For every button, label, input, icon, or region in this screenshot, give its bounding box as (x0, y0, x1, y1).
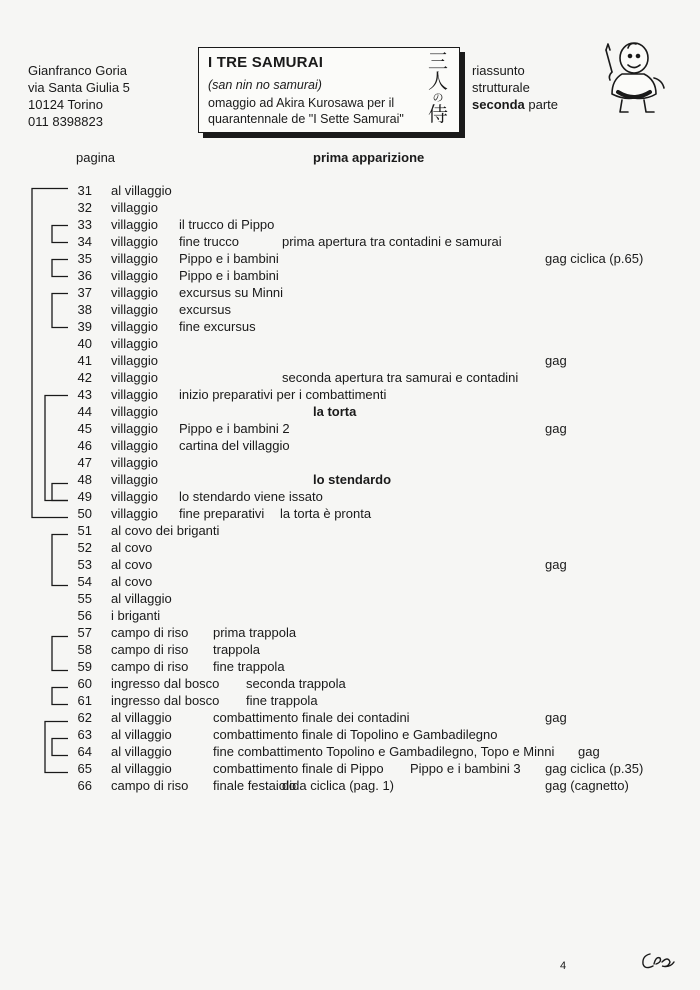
row-desc: il trucco di Pippo (179, 217, 275, 232)
row-place: villaggio (111, 234, 158, 249)
row-desc: cartina del villaggio (179, 438, 290, 453)
table-row (0, 404, 700, 421)
table-row (0, 557, 700, 574)
row-place: al covo dei briganti (111, 523, 220, 538)
row-note: gag (cagnetto) (545, 778, 629, 793)
table-row (0, 200, 700, 217)
row-place: villaggio (111, 336, 158, 351)
table-row (0, 574, 700, 591)
kanji-3: の (432, 91, 444, 104)
row-desc: seconda trappola (246, 676, 346, 691)
table-row (0, 183, 700, 200)
row-desc: fine trucco (179, 234, 239, 249)
row-desc2: Pippo e i bambini 3 (410, 761, 521, 776)
table-row (0, 693, 700, 710)
row-place: al covo (111, 540, 153, 555)
table-row (0, 710, 700, 727)
row-page: 47 (77, 455, 92, 470)
row-page: 32 (77, 200, 92, 215)
table-row (0, 608, 700, 625)
row-page: 43 (77, 387, 92, 402)
row-page: 42 (77, 370, 92, 385)
dedication-line-1: omaggio ad Akira Kurosawa per il (208, 96, 395, 110)
row-page: 53 (77, 557, 92, 572)
table-row (0, 523, 700, 540)
row-place: al villaggio (111, 183, 172, 198)
table-row (0, 727, 700, 744)
header-prima-apparizione: prima apparizione (313, 150, 425, 165)
row-desc: combattimento finale di Topolino e Gambadilegno (213, 727, 498, 742)
row-page: 62 (77, 710, 92, 725)
row-page: 46 (77, 438, 92, 453)
row-note: gag (545, 557, 567, 572)
row-place: ingresso dal bosco (111, 676, 220, 691)
table-row (0, 268, 700, 285)
row-place: villaggio (111, 268, 158, 283)
row-page: 39 (77, 319, 92, 334)
row-place: villaggio (111, 302, 158, 317)
table-row (0, 370, 700, 387)
row-page: 45 (77, 421, 92, 436)
row-page: 37 (77, 285, 92, 300)
row-page: 40 (77, 336, 92, 351)
row-place: campo di riso (111, 778, 189, 793)
row-bold: la torta (313, 404, 357, 419)
row-page: 58 (77, 642, 92, 657)
row-desc: fine excursus (179, 319, 256, 334)
row-desc: fine trappola (213, 659, 285, 674)
row-place: villaggio (111, 353, 158, 368)
row-page: 52 (77, 540, 92, 555)
row-place: villaggio (111, 438, 158, 453)
row-place: villaggio (111, 319, 158, 334)
row-page: 55 (77, 591, 92, 606)
summary-bold: seconda (472, 97, 525, 112)
table-row (0, 336, 700, 353)
row-page: 59 (77, 659, 92, 674)
row-desc: Pippo e i bambini (179, 268, 279, 283)
row-desc: excursus (179, 302, 232, 317)
author-street: via Santa Giulia 5 (28, 80, 130, 95)
table-row (0, 642, 700, 659)
table-row (0, 676, 700, 693)
row-place: villaggio (111, 387, 158, 402)
author-city: 10124 Torino (28, 97, 103, 112)
row-place: i briganti (111, 608, 161, 623)
row-place: villaggio (111, 506, 158, 521)
row-note: gag (578, 744, 600, 759)
row-place: villaggio (111, 489, 158, 504)
row-note: gag (545, 421, 567, 436)
row-page: 41 (77, 353, 92, 368)
row-place: campo di riso (111, 659, 189, 674)
table-row (0, 506, 700, 523)
row-desc2: dida ciclica (pag. 1) (282, 778, 394, 793)
row-page: 49 (77, 489, 92, 504)
row-place: al villaggio (111, 744, 172, 759)
row-page: 33 (77, 217, 92, 232)
table-row (0, 540, 700, 557)
signature-icon (640, 948, 680, 974)
row-page: 60 (77, 676, 92, 691)
row-desc: finale festaiolo (213, 778, 297, 793)
table-row (0, 438, 700, 455)
summary-line-1: riassunto (472, 63, 525, 78)
row-desc: combattimento finale di Pippo (213, 761, 384, 776)
table-row (0, 217, 700, 234)
dedication-line-2: quarantennale de "I Sette Samurai" (208, 112, 404, 126)
header-pagina: pagina (76, 150, 116, 165)
row-page: 50 (77, 506, 92, 521)
row-page: 51 (77, 523, 92, 538)
row-desc: inizio preparativi per i combattimenti (179, 387, 387, 402)
table-row (0, 251, 700, 268)
row-page: 64 (77, 744, 92, 759)
row-page: 57 (77, 625, 92, 640)
kanji-4: 侍 (428, 102, 448, 126)
row-desc: excursus su Minni (179, 285, 284, 300)
table-row (0, 302, 700, 319)
row-page: 65 (77, 761, 92, 776)
row-page: 44 (77, 404, 92, 419)
table-row (0, 387, 700, 404)
table-row (0, 778, 700, 795)
row-desc2: prima apertura tra contadini e samurai (282, 234, 502, 249)
row-place: villaggio (111, 217, 158, 232)
table-row (0, 625, 700, 642)
row-desc: Pippo e i bambini 2 (179, 421, 290, 436)
table-row (0, 353, 700, 370)
row-place: villaggio (111, 404, 158, 419)
table-row (0, 761, 700, 778)
table-row (0, 234, 700, 251)
table-row (0, 421, 700, 438)
row-desc: prima trappola (213, 625, 297, 640)
row-page: 36 (77, 268, 92, 283)
row-page: 38 (77, 302, 92, 317)
row-page: 35 (77, 251, 92, 266)
row-desc2: seconda apertura tra samurai e contadini (282, 370, 519, 385)
row-place: al covo (111, 557, 153, 572)
row-page: 63 (77, 727, 92, 742)
row-place: campo di riso (111, 642, 189, 657)
row-place: villaggio (111, 200, 158, 215)
row-desc: lo stendardo viene issato (179, 489, 323, 504)
row-page: 31 (77, 183, 92, 198)
row-desc: fine trappola (246, 693, 318, 708)
row-place: al covo (111, 574, 153, 589)
table-row (0, 489, 700, 506)
row-place: villaggio (111, 285, 158, 300)
row-note: gag ciclica (p.35) (545, 761, 644, 776)
row-place: al villaggio (111, 727, 172, 742)
row-place: al villaggio (111, 710, 172, 725)
table-row (0, 472, 700, 489)
row-desc2: la torta è pronta (280, 506, 372, 521)
row-note: gag (545, 353, 567, 368)
row-desc: fine preparativi (179, 506, 265, 521)
row-place: villaggio (111, 455, 158, 470)
row-place: villaggio (111, 421, 158, 436)
row-note: gag ciclica (p.65) (545, 251, 644, 266)
table-row (0, 455, 700, 472)
table-row (0, 285, 700, 302)
author-phone: 011 8398823 (28, 114, 103, 129)
table-row (0, 744, 700, 761)
summary-rest: parte (524, 97, 558, 112)
summary-line-2: strutturale (472, 80, 530, 95)
row-page: 56 (77, 608, 92, 623)
row-page: 48 (77, 472, 92, 487)
row-desc: combattimento finale dei contadini (213, 710, 410, 725)
row-note: gag (545, 710, 567, 725)
row-page: 61 (77, 693, 92, 708)
kanji-1: 三 (428, 49, 448, 73)
row-bold: lo stendardo (313, 472, 392, 487)
table-row (0, 591, 700, 608)
row-place: villaggio (111, 370, 158, 385)
row-page: 34 (77, 234, 92, 249)
document-title: I TRE SAMURAI (208, 54, 324, 71)
table-row (0, 319, 700, 336)
row-place: al villaggio (111, 761, 172, 776)
author-name: Gianfranco Goria (28, 63, 127, 78)
row-place: al villaggio (111, 591, 172, 606)
row-page: 54 (77, 574, 92, 589)
page-number: 4 (560, 960, 567, 972)
row-desc: fine combattimento Topolino e Gambadilegno, Topo e Minni (213, 744, 555, 759)
row-place: ingresso dal bosco (111, 693, 220, 708)
row-desc: Pippo e i bambini (179, 251, 279, 266)
row-place: campo di riso (111, 625, 189, 640)
document-subtitle: (san nin no samurai) (208, 78, 322, 92)
row-desc: trappola (213, 642, 260, 657)
row-place: villaggio (111, 251, 158, 266)
row-page: 66 (77, 778, 92, 793)
table-row (0, 659, 700, 676)
kanji-2: 人 (428, 69, 448, 93)
row-place: villaggio (111, 472, 158, 487)
